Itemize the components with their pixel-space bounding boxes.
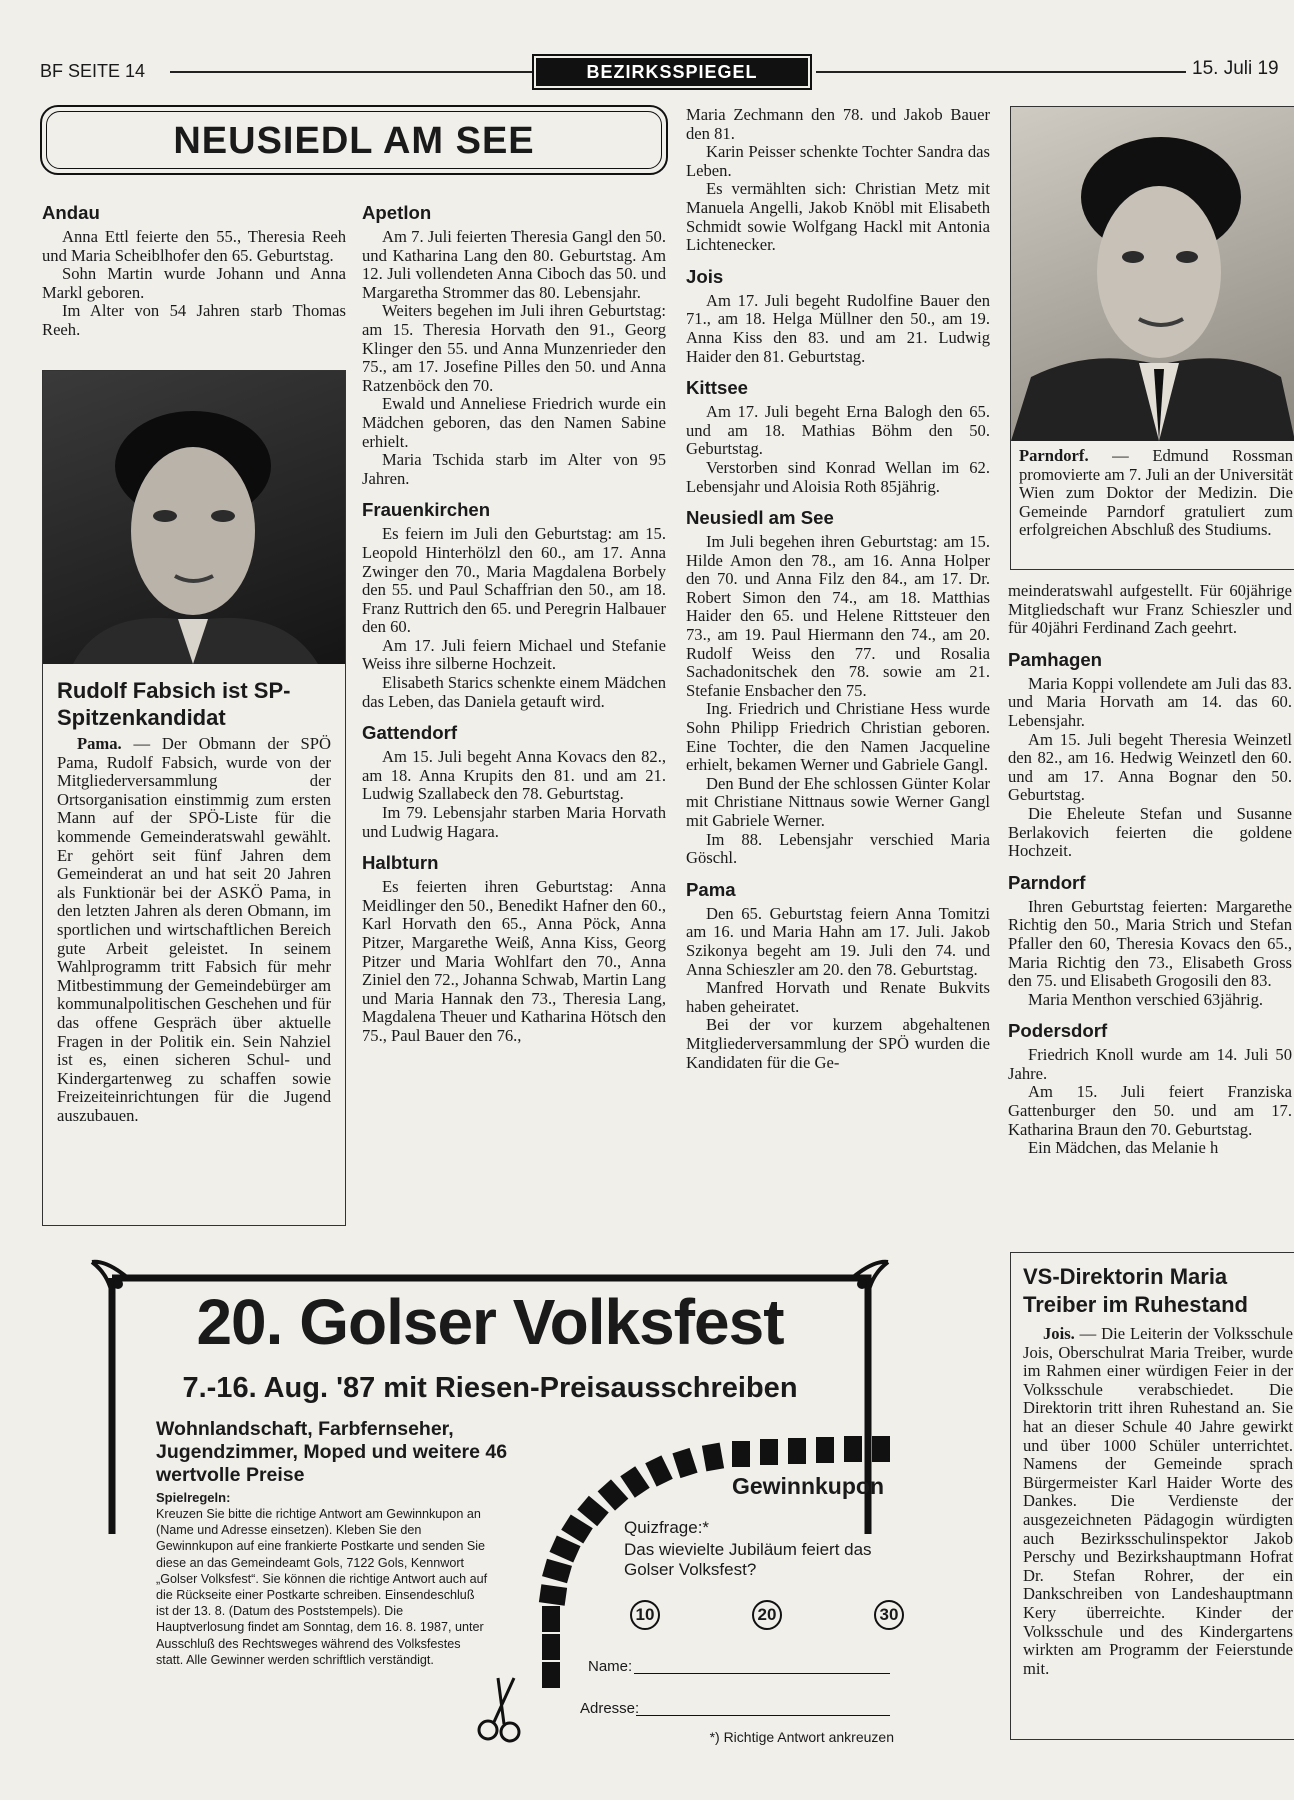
paragraph: Im 88. Lebensjahr verschied Maria Göschl. bbox=[686, 829, 990, 868]
paragraph: Am 17. Juli begeht Rudolfine Bauer den 71., am 18. Helga Müllner den 50., am 19. Anna Kiss den 83. und am 21. Ludwig Haider den 81. Geburtstag. bbox=[686, 290, 990, 366]
paragraph: Ihren Geburtstag feierten: Margarethe Richtig den 50., Maria Strich und Stefan Pfaller den 60, Theresia Kovacs den 65., Maria Richtig den 73., Elisabeth Gross den 75. und Elisabeth Grogosili den 83. bbox=[1008, 896, 1292, 991]
paragraph: Es feiern im Juli den Geburtstag: am 15. Leopold Hinterhölzl den 60., am 17. Anna Zwinger den 70., Maria Magdalena Borbely den 55. und Paul Schaffrian den 50., am 18. Franz Ruttrich den 65. und Peregrin Halbauer den 60. bbox=[362, 524, 666, 637]
header-rule-left bbox=[170, 71, 532, 73]
coupon-footnote: *) Richtige Antwort ankreuzen bbox=[709, 1729, 894, 1745]
paragraph: Maria Koppi vollendete am Juli das 83. und Maria Horvath am 14. das 60. Lebensjahr. bbox=[1008, 673, 1292, 730]
treiber-heading: VS-Direktorin Maria Treiber im Ruhestand bbox=[1023, 1264, 1248, 1317]
paragraph: Verstorben sind Konrad Wellan im 62. Lebensjahr und Aloisia Roth 85jährig. bbox=[686, 457, 990, 496]
paragraph: Im Alter von 54 Jahren starb Thomas Reeh. bbox=[42, 301, 346, 339]
paragraph: Bei der vor kurzem abgehaltenen Mitgliederversammlung der SPÖ wurden die Kandidaten für die Ge- bbox=[686, 1015, 990, 1072]
quiz-label: Quizfrage:* bbox=[624, 1518, 710, 1537]
paragraph: Ewald und Anneliese Friedrich wurde ein Mädchen geboren, das den Namen Sabine erhielt. bbox=[362, 394, 666, 451]
heading-podersdorf: Podersdorf bbox=[1008, 1020, 1108, 1042]
paragraph: Friedrich Knoll wurde am 14. Juli 50 Jahre. bbox=[1008, 1045, 1292, 1083]
paragraph: Anna Ettl feierte den 55., Theresia Reeh und Maria Scheiblhofer den 65. Geburtstag. bbox=[42, 227, 346, 265]
fabsich-body bbox=[57, 735, 331, 1125]
fabsich-heading: Rudolf Fabsich ist SP-Spitzenkandidat bbox=[57, 678, 291, 730]
paragraph: Im 79. Lebensjahr starben Maria Horvath und Ludwig Hagara. bbox=[362, 803, 666, 841]
name-field[interactable] bbox=[634, 1672, 890, 1674]
section-title-box bbox=[40, 105, 668, 175]
name-label: Name: bbox=[588, 1658, 633, 1675]
paragraph: Es vermählten sich: Christian Metz mit Manuela Angelli, Jakob Knöbl mit Elisabeth Schmidt sowie Wolfgang Hackl mit Antonia Lichtenecker. bbox=[686, 179, 990, 255]
portrait-photo-rossman bbox=[1011, 107, 1294, 441]
column-3 bbox=[686, 106, 990, 1072]
paragraph: Am 7. Juli feierten Theresia Gangl den 50. und Katharina Lang den 80. Geburtstag. Am 12. Juli vollendeten Anna Ciboch das 50. und Margaretha Strommer das 80. Lebensjahr. bbox=[362, 227, 666, 302]
paragraph: Am 15. Juli feiert Franziska Gattenburger den 50. und am 17. Katharina Braun den 70. Geburtstag. bbox=[1008, 1082, 1292, 1139]
heading-jois: Jois bbox=[686, 265, 724, 287]
rules-text: Kreuzen Sie bitte die richtige Antwort am Gewinnkupon an (Name und Adresse einsetzen). Kleben Sie den Gewinnkupon auf eine frankierte Postkarte und senden Sie diese an das Gemeindeamt Gols, 7122 Gols, Kennwort „Golser Volksfest“. Sie können die richtige Antwort auch auf die Rückseite einer Postkarte schreiben. Einsendeschluß ist der 13. 8. (Datum des Poststempels). Die Hauptverlosung findet am Sonntag, dem 16. 8. 1987, unter Ausschluß des Rechtsweges während des Volksfestes statt. Alle Gewinner werden schriftlich verständigt. bbox=[156, 1507, 488, 1667]
paragraph: Elisabeth Starics schenkte einem Mädchen das Leben, das Daniela getauft wird. bbox=[362, 673, 666, 711]
dateline: Pama. bbox=[77, 734, 122, 753]
paragraph: Am 17. Juli feiern Michael und Stefanie Weiss ihre silberne Hochzeit. bbox=[362, 635, 666, 674]
paragraph: Ein Mädchen, das Melanie h bbox=[1028, 1138, 1219, 1158]
ad-prizes: Wohnlandschaft, Farbfernseher, Jugendzimmer, Moped und weitere 46 wertvolle Preise bbox=[156, 1418, 508, 1486]
column-2 bbox=[362, 202, 666, 1046]
paragraph: Im Juli begehen ihren Geburtstag: am 15. Hilde Amon den 78., am 16. Anna Holper den 70. und Anna Filz den 84., am 17. Dr. Robert Simon den 74., am 18. Matthias Haider den 65. und Helene Rittsteuer den 73., am 19. Paul Hiermann den 74., am 20. Rudolf Weiss den 77. und Rosalia Sachadonitschek den 78. sowie am 21. Stefanie Ensbacher den 75. bbox=[686, 532, 990, 700]
paragraph: Manfred Horvath und Renate Bukvits haben geheiratet. bbox=[686, 978, 990, 1016]
paragraph: Am 15. Juli begeht Anna Kovacs den 82., am 18. Anna Krupits den 81. und am 21. Ludwig Szallabeck den 78. Geburtstag. bbox=[362, 747, 666, 804]
paragraph: Am 17. Juli begeht Erna Balogh den 65. und am 18. Mathias Böhm den 50. Geburtstag. bbox=[686, 402, 990, 459]
ad-title: 20. Golser Volksfest bbox=[196, 1286, 784, 1358]
heading-halbturn: Halbturn bbox=[362, 852, 439, 874]
coupon-title: Gewinnkupon bbox=[731, 1473, 884, 1499]
fabsich-text bbox=[57, 677, 331, 1125]
heading-gattendorf: Gattendorf bbox=[362, 722, 458, 744]
answer-option-10[interactable]: 10 bbox=[630, 1600, 660, 1630]
answer-option-20[interactable]: 20 bbox=[752, 1600, 782, 1630]
section-banner: BEZIRKSSPIEGEL bbox=[536, 58, 808, 86]
heading-neusiedl: Neusiedl am See bbox=[686, 507, 834, 529]
paragraph: Karin Peisser schenkte Tochter Sandra das Leben. bbox=[686, 142, 990, 180]
portrait-illustration bbox=[1011, 107, 1294, 441]
paragraph: Sohn Martin wurde Johann und Anna Markl geboren. bbox=[42, 264, 346, 302]
heading-pama: Pama bbox=[686, 878, 736, 900]
section-title: NEUSIEDL AM SEE bbox=[173, 120, 535, 162]
heading-andau: Andau bbox=[42, 202, 100, 223]
portrait-illustration bbox=[43, 371, 345, 664]
answer-option-30[interactable]: 30 bbox=[874, 1600, 904, 1630]
page-number: BF SEITE 14 bbox=[40, 61, 146, 81]
rossman-photo-box bbox=[1010, 106, 1294, 570]
dateline: Jois. bbox=[1043, 1324, 1075, 1343]
golser-volksfest-ad bbox=[88, 1254, 899, 1746]
portrait-photo-fabsich bbox=[43, 371, 345, 664]
paragraph: Maria Menthon verschied 63jährig. bbox=[1028, 989, 1264, 1009]
column-4 bbox=[1008, 582, 1292, 1242]
quiz-question: Das wievielte Jubiläum feiert das Golser Volksfest? bbox=[624, 1540, 872, 1579]
paragraph: Den Bund der Ehe schlossen Günter Kolar mit Christiane Nittnaus sowie Werner Gangl mit Gabriele Werner. bbox=[686, 773, 990, 830]
paragraph: Am 15. Juli begeht Theresia Weinzetl den 82., am 16. Hedwig Weinzetl den 60. und am 17. Anna Bognar den 50. Geburtstag. bbox=[1008, 729, 1292, 805]
paragraph: Den 65. Geburtstag feiern Anna Tomitzi am 16. und Maria Hahn am 17. Juli. Jakob Szikonya begeht am 19. Juli den 74. und Anna Schieszler am 20. den 78. Geburtstag. bbox=[686, 903, 990, 979]
fabsich-article-box bbox=[42, 370, 346, 1226]
column-1 bbox=[42, 202, 346, 340]
heading-apetlon: Apetlon bbox=[362, 202, 432, 223]
article-body: — Die Leiterin der Volksschule Jois, Oberschulrat Maria Treiber, wurde im Rahmen einer würdigen Feier in der Volksschule verabschiedet. Die Direktorin tritt ihren Ruhestand an. Sie hat an dieser Schule 40 Jahre gewirkt und über 1000 Schüler unterrichtet. Namens der Gemeinde sprach Bürgermeister Karl Haider Worte des Dankes. Die Verdienste der ausgezeichneten Pädagogin würdigten auch Bezirksschulinspektor Jakob Perschy und Bezirkshauptmann Hofrat Dr. Stefan Rohrer, der ein Dankschreiben von Landeshauptmann Kery überreichte. Kinder der Volksschule und des Kindergartens wirkten am Programm der Feierstunde mit. bbox=[1023, 1324, 1293, 1678]
issue-date: 15. Juli 19 bbox=[1192, 58, 1279, 79]
caption-body: — Edmund Rossman promovierte am 7. Juli an der Universität Wien zum Doktor der Medizin. Die Gemeinde Parndorf gratuliert zum erfolgreichen Abschluß des Studiums. bbox=[1019, 446, 1293, 540]
dateline: Parndorf. bbox=[1019, 446, 1089, 465]
address-field[interactable] bbox=[636, 1714, 890, 1716]
rossman-caption bbox=[1019, 447, 1293, 540]
paragraph: Maria Zechmann den 78. und Jakob Bauer den 81. bbox=[686, 105, 990, 143]
ad-subtitle: 7.-16. Aug. '87 mit Riesen-Preisausschreiben bbox=[182, 1372, 798, 1404]
heading-pamhagen: Pamhagen bbox=[1008, 648, 1103, 670]
paragraph: Maria Tschida starb im Alter von 95 Jahren. bbox=[362, 450, 666, 488]
treiber-body bbox=[1023, 1325, 1293, 1678]
article-body: — Der Obmann der SPÖ Pama, Rudolf Fabsich, wurde von der Mitgliederversammlung der Ortsorganisation einstimmig zum ersten Mann auf der SPÖ-Liste für die kommende Gemeinderatswahl gewählt. Er gehört seit fünf Jahren dem Gemeinderat an und hat seit 20 Jahren als Funktionär bei der ASKÖ Pama, in den letzten Jahren als deren Obmann, im sportlichen und wirtschaftlichen Bereich gute Arbeit geleistet. In seinem Wahlprogramm tritt Fabsich für mehr Mitbestimmung der Gemeindebürger am kommunalpolitischen Geschehen und für das offene Gespräch über aktuelle Fragen in der Politik ein. Sein Nahziel ist es, einen sicheren Schul- und Kindergartenweg zu schaffen sowie Freizeiteinrichtungen für die Jugend auszubauen. bbox=[57, 734, 331, 1125]
paragraph: Ing. Friedrich und Christiane Hess wurde Sohn Philipp Friedrich Christian geboren. Eine Tochter, die den Namen Jacqueline erhielt, bekamen Werner und Gabriele Gangl. bbox=[686, 699, 990, 775]
paragraph: meinderatswahl aufgestellt. Für 60jährige Mitgliedschaft wur Franz Schieszler und für 40jähri Ferdinand Zach geehrt. bbox=[1008, 582, 1292, 638]
paragraph: Weiters begehen im Juli ihren Geburtstag: am 15. Theresia Horvath den 91., Georg Klinger den 55. und Anna Munzenrieder den 75., am 17. Josefine Pilles den 50. und Anna Ratzenböck den 70. bbox=[362, 301, 666, 395]
address-label: Adresse: bbox=[580, 1700, 640, 1717]
heading-frauenkirchen: Frauenkirchen bbox=[362, 499, 491, 521]
rules-label: Spielregeln: bbox=[156, 1490, 231, 1505]
heading-kittsee: Kittsee bbox=[686, 377, 749, 399]
treiber-article-box bbox=[1010, 1252, 1294, 1740]
heading-parndorf: Parndorf bbox=[1008, 871, 1086, 893]
header-rule-right bbox=[816, 71, 1186, 73]
paragraph: Es feierten ihren Geburtstag: Anna Meidlinger den 50., Benedikt Hafner den 60., Karl Horvath den 65., Anna Pöck, Anna Pitzer, Margarethe Weiß, Anna Kiss, Georg Pitzer und Maria Wohlfart den 70., Anna Ziniel den 72., Johanna Schwab, Martin Lang und Maria Hannak den 73., Theresia Lang, Magdalena Theuer und Katharina Hötsch den 75., Paul Bauer den 76., bbox=[362, 877, 666, 1045]
paragraph: Die Eheleute Stefan und Susanne Berlakovich feierten die goldene Hochzeit. bbox=[1008, 803, 1292, 861]
